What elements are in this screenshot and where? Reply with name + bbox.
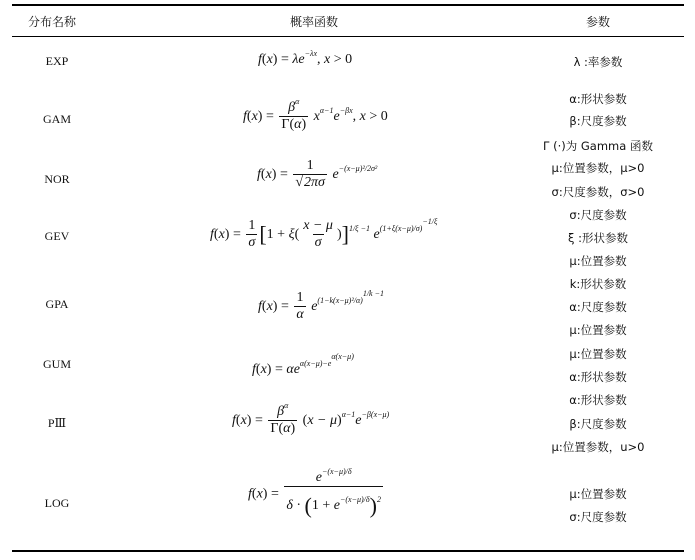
header-distribution-name: 分布名称 [28,15,77,29]
params-gev-2: ξ :形状参数 [568,231,628,245]
params-gam-2: β:尺度参数 [569,114,627,128]
formula-p3: f(x) = $\frac{\beta^\alpha}{\Gamma(\alpha)}$ $(x - \mu)^{\alpha-1}e^{-\beta(x-\mu)}$ [232,401,390,437]
params-gpa-3: μ:位置参数 [569,323,627,337]
row-name-gum: GUM [42,357,71,371]
params-p3-3: μ:位置参数，u>0 [551,440,645,454]
params-nor-1: μ:位置参数，μ>0 [551,161,645,175]
params-log-2: σ:尺度参数 [569,510,627,524]
formula-exp: $f(x) = \lambda e^{-\lambda x}$, x > 0 [258,49,353,67]
header-probability-function: 概率函数 [290,15,339,29]
row-name-log: LOG [44,496,70,510]
header-parameters: 参数 [586,15,611,29]
formula-gam: f(x) = $\frac{\beta^\alpha}{\Gamma(\alpha)}$ $x^{\alpha-1}e^{-\beta x}$, x > 0 [243,97,388,133]
row-name-gev: GEV [44,229,70,243]
formula-log: f(x) = $\frac{e^{-(x-\mu)/\delta}}{\delta \cdot (1 + e^{-(x-\mu)/\delta})^2}$ [248,467,381,519]
row-name-nor: NOR [44,172,70,186]
table-top-rule [12,4,684,6]
params-p3-1: α:形状参数 [569,393,627,407]
formula-gev: f(x) = $\frac{1}{\sigma}$ [1 + ξ( $\frac{x - \mu}{\sigma}$ )]$^{1/\xi -1}$ $e^{(1+\xi(x-\mu)/\sigma)^{-1/\xi}}$ [210,216,438,251]
params-gam-1: α:形状参数 [569,92,627,106]
params-nor-2: σ:尺度参数，σ>0 [551,185,645,199]
table-header-rule [12,36,684,37]
params-gpa-1: k:形状参数 [569,277,627,291]
params-gum-2: α:形状参数 [569,370,627,384]
row-name-exp: EXP [45,54,69,68]
formula-nor: f(x) = $\frac{1}{√2\pi\sigma}$ $e^{-(x-\mu)^2/2\sigma^2}$ [257,158,378,191]
table-bottom-rule [12,550,684,552]
row-name-gam: GAM [42,112,71,126]
formula-gum: $f(x) = \alpha e^{\alpha(x-\mu)-e^{\alpha(x-\mu)}}$ [252,352,354,377]
params-p3-2: β:尺度参数 [569,417,627,431]
params-gev-3: μ:位置参数 [569,254,627,268]
params-gam-3: Γ (·)为 Gamma 函数 [543,139,653,153]
row-name-p3: PⅢ [47,416,67,430]
params-gpa-2: α:尺度参数 [569,300,627,314]
row-name-gpa: GPA [45,297,69,311]
formula-gpa: f(x) = $\frac{1}{\alpha}$ $e^{(1-k(x-\mu)^2/\alpha)^{1/k -1}}$ [258,288,384,323]
params-gev-1: σ:尺度参数 [569,208,627,222]
params-gum-1: μ:位置参数 [569,347,627,361]
params-log-1: μ:位置参数 [569,487,627,501]
params-exp-1: λ :率参数 [573,55,623,69]
